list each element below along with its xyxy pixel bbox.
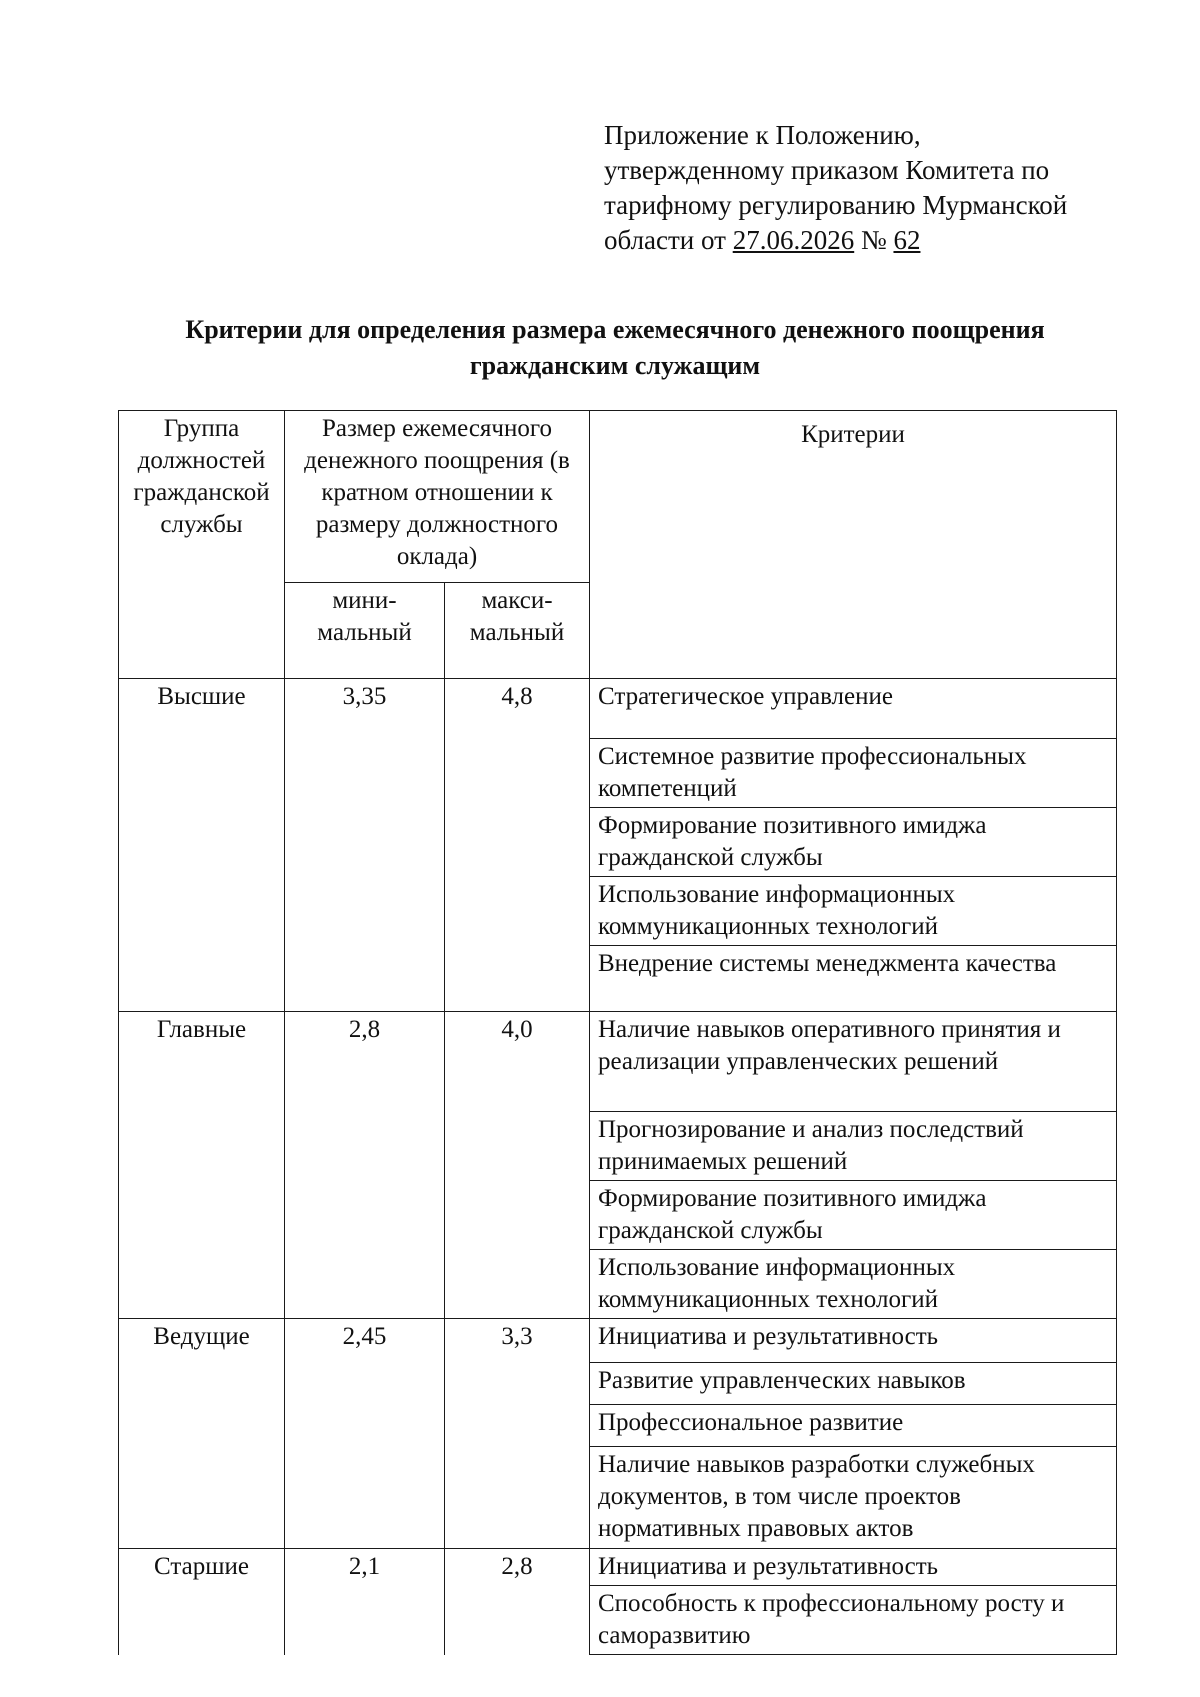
group-min: 3,35 (285, 679, 445, 1012)
header-group: Группа должностей гражданской службы (119, 411, 285, 679)
criterion: Наличие навыков разработки служебных документов, в том числе проектов нормативных правовых актов (590, 1447, 1117, 1549)
appendix-note (604, 118, 1124, 258)
group-max: 4,0 (445, 1012, 590, 1319)
title-line-2: гражданским служащим (469, 351, 761, 380)
appendix-line-4-prefix: области от (604, 225, 733, 255)
criterion: Инициатива и результативность (590, 1319, 1117, 1363)
criterion: Использование информационных коммуникационных технологий (590, 1250, 1117, 1319)
header-row (119, 411, 1117, 583)
criterion: Формирование позитивного имиджа гражданской службы (590, 1181, 1117, 1250)
group-name: Ведущие (119, 1319, 285, 1549)
document-title (120, 312, 1110, 384)
appendix-number-sign: № (854, 225, 894, 255)
criterion: Наличие навыков оперативного принятия и реализации управленческих решений (590, 1012, 1117, 1112)
appendix-date: 27.06.2026 (732, 225, 855, 255)
criterion: Развитие управленческих навыков (590, 1363, 1117, 1405)
group-max: 4,8 (445, 679, 590, 1012)
criterion: Использование информационных коммуникационных технологий (590, 877, 1117, 946)
criterion: Внедрение системы менеджмента качества (590, 946, 1117, 1012)
title-line-1: Критерии для определения размера ежемесячного денежного поощрения (185, 315, 1045, 344)
appendix-line-4 (604, 223, 1124, 258)
header-max: макси-мальный (445, 583, 590, 679)
criterion: Стратегическое управление (590, 679, 1117, 739)
header-criteria: Критерии (590, 411, 1117, 679)
table-row (119, 1012, 1117, 1112)
criterion: Системное развитие профессиональных компетенций (590, 739, 1117, 808)
header-min: мини-мальный (285, 583, 445, 679)
criterion: Способность к профессиональному росту и саморазвитию (590, 1586, 1117, 1655)
group-min: 2,45 (285, 1319, 445, 1549)
appendix-number: 62 (893, 225, 921, 255)
criterion: Профессиональное развитие (590, 1405, 1117, 1447)
appendix-line-3: тарифному регулированию Мурманской (604, 190, 1068, 220)
group-min: 2,1 (285, 1549, 445, 1655)
group-name: Высшие (119, 679, 285, 1012)
group-name: Главные (119, 1012, 285, 1319)
table-row (119, 1549, 1117, 1586)
criterion: Инициатива и результативность (590, 1549, 1117, 1586)
group-min: 2,8 (285, 1012, 445, 1319)
criterion: Формирование позитивного имиджа гражданской службы (590, 808, 1117, 877)
table-row (119, 679, 1117, 739)
table-row (119, 1319, 1117, 1363)
group-max: 2,8 (445, 1549, 590, 1655)
criterion: Прогнозирование и анализ последствий принимаемых решений (590, 1112, 1117, 1181)
group-name: Старшие (119, 1549, 285, 1655)
header-size: Размер ежемесячного денежного поощрения (в кратном отношении к размеру должностного оклада) (285, 411, 590, 583)
appendix-line-1: Приложение к Положению, (604, 120, 921, 150)
criteria-table (118, 410, 1117, 1655)
appendix-line-2: утвержденному приказом Комитета по (604, 155, 1050, 185)
group-max: 3,3 (445, 1319, 590, 1549)
